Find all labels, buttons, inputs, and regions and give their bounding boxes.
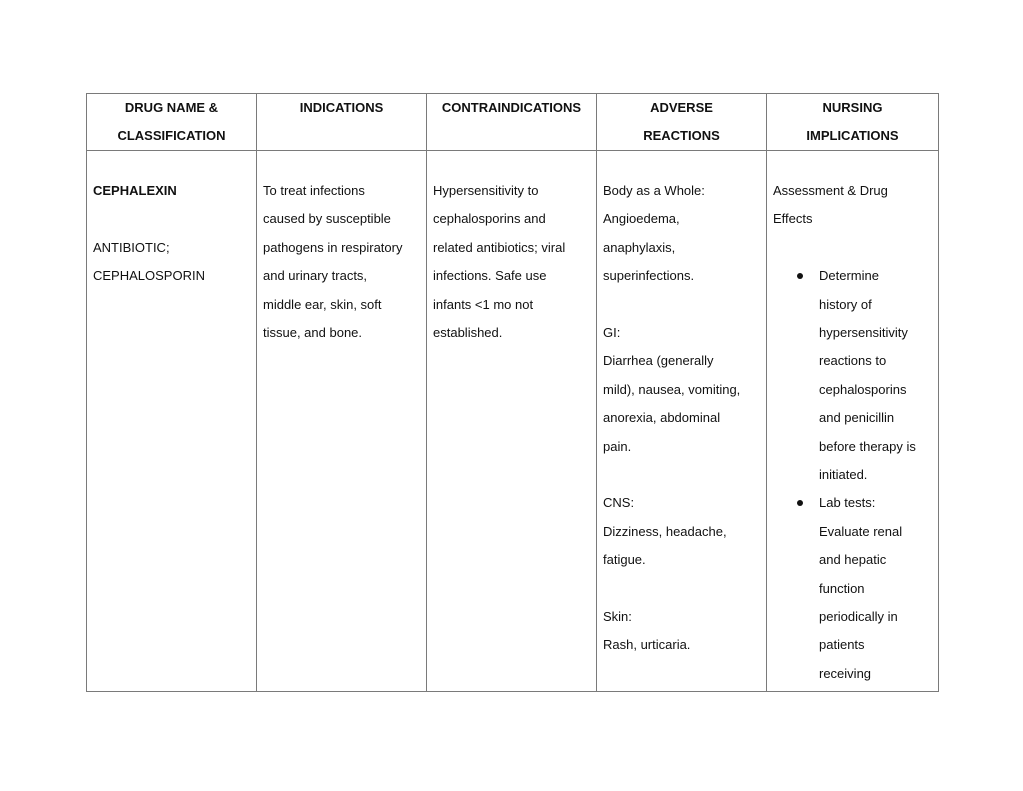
- header-text: DRUG NAME &: [124, 100, 219, 115]
- adverse-gi-line: anorexia, abdominal: [603, 410, 721, 426]
- bullet-text-line: function: [819, 580, 865, 596]
- header-text: REACTIONS: [643, 128, 720, 143]
- drug-name: CEPHALEXIN: [93, 183, 177, 198]
- bullet-text-line: cephalosporins: [819, 381, 907, 397]
- adverse-body-line: anaphylaxis,: [603, 239, 676, 255]
- header-text: INDICATIONS: [299, 100, 384, 115]
- adverse-cns-line: Dizziness, headache,: [603, 523, 727, 539]
- indications-line: tissue, and bone.: [263, 325, 363, 341]
- bullet-text-line: and hepatic: [819, 552, 887, 568]
- bullet-text-line: before therapy is: [819, 438, 916, 454]
- adverse-body-line: superinfections.: [603, 268, 695, 284]
- adverse-body-line: Angioedema,: [603, 211, 680, 227]
- header-text: CONTRAINDICATIONS: [441, 100, 582, 115]
- bullet-text-line: hypersensitivity: [819, 325, 908, 341]
- indications-line: middle ear, skin, soft: [263, 296, 382, 312]
- header-contraindications: [427, 94, 597, 151]
- bullet-text-line: reactions to: [819, 353, 887, 369]
- bullet-text-line: Determine: [819, 268, 879, 284]
- adverse-skin-title: Skin:: [603, 609, 632, 625]
- header-text: NURSING: [822, 100, 883, 115]
- adverse-skin-line: Rash, urticaria.: [603, 637, 691, 653]
- bullet-icon: [797, 500, 803, 506]
- nursing-intro-line: Assessment & Drug: [773, 183, 888, 198]
- adverse-gi-line: Diarrhea (generally: [603, 353, 714, 369]
- drug-cell: [87, 151, 257, 692]
- list-item: [773, 262, 932, 489]
- nursing-implications-cell: [767, 151, 939, 692]
- table-row: [87, 151, 939, 692]
- bullet-text-line: initiated.: [819, 467, 868, 483]
- adverse-cns-title: CNS:: [603, 495, 635, 511]
- bullet-text-line: Evaluate renal: [819, 523, 903, 539]
- adverse-cns-line: fatigue.: [603, 552, 646, 568]
- adverse-reactions-cell: [597, 151, 767, 692]
- contraindications-line: infants <1 mo not: [433, 296, 534, 312]
- bullet-text-line: patients: [819, 637, 865, 653]
- indications-line: and urinary tracts,: [263, 268, 368, 284]
- adverse-gi-line: pain.: [603, 438, 632, 454]
- bullet-icon: [797, 273, 803, 279]
- drug-card-table: [86, 93, 939, 692]
- contraindications-line: Hypersensitivity to: [433, 183, 539, 198]
- header-text: CLASSIFICATION: [117, 128, 226, 143]
- bullet-text-line: receiving: [819, 665, 872, 681]
- indications-line: pathogens in respiratory: [263, 239, 403, 255]
- contraindications-line: related antibiotics; viral: [433, 239, 566, 255]
- bullet-text-line: Lab tests:: [819, 495, 876, 511]
- header-adverse-reactions: [597, 94, 767, 151]
- bullet-text-line: periodically in: [819, 609, 898, 625]
- indications-line: To treat infections: [263, 183, 365, 198]
- header-text: ADVERSE: [650, 100, 713, 115]
- drug-class-line: ANTIBIOTIC;: [93, 239, 170, 255]
- list-item: [773, 489, 932, 688]
- bullet-text-line: history of: [819, 296, 872, 312]
- nursing-bullet-list: [773, 262, 932, 688]
- header-text: IMPLICATIONS: [806, 128, 899, 143]
- table-header-row: [87, 94, 939, 151]
- adverse-gi-title: GI:: [603, 325, 621, 341]
- bullet-text-line: and penicillin: [819, 410, 895, 426]
- header-indications: [257, 94, 427, 151]
- contraindications-line: infections. Safe use: [433, 268, 547, 284]
- contraindications-line: established.: [433, 325, 503, 341]
- header-drug-name-classification: [87, 94, 257, 151]
- adverse-body-line: Body as a Whole:: [603, 183, 705, 198]
- drug-class-line: CEPHALOSPORIN: [93, 268, 205, 284]
- contraindications-line: cephalosporins and: [433, 211, 546, 227]
- indications-cell: [257, 151, 427, 692]
- indications-line: caused by susceptible: [263, 211, 391, 227]
- nursing-intro-line: Effects: [773, 211, 813, 227]
- header-nursing-implications: [767, 94, 939, 151]
- adverse-gi-line: mild), nausea, vomiting,: [603, 381, 741, 397]
- contraindications-cell: [427, 151, 597, 692]
